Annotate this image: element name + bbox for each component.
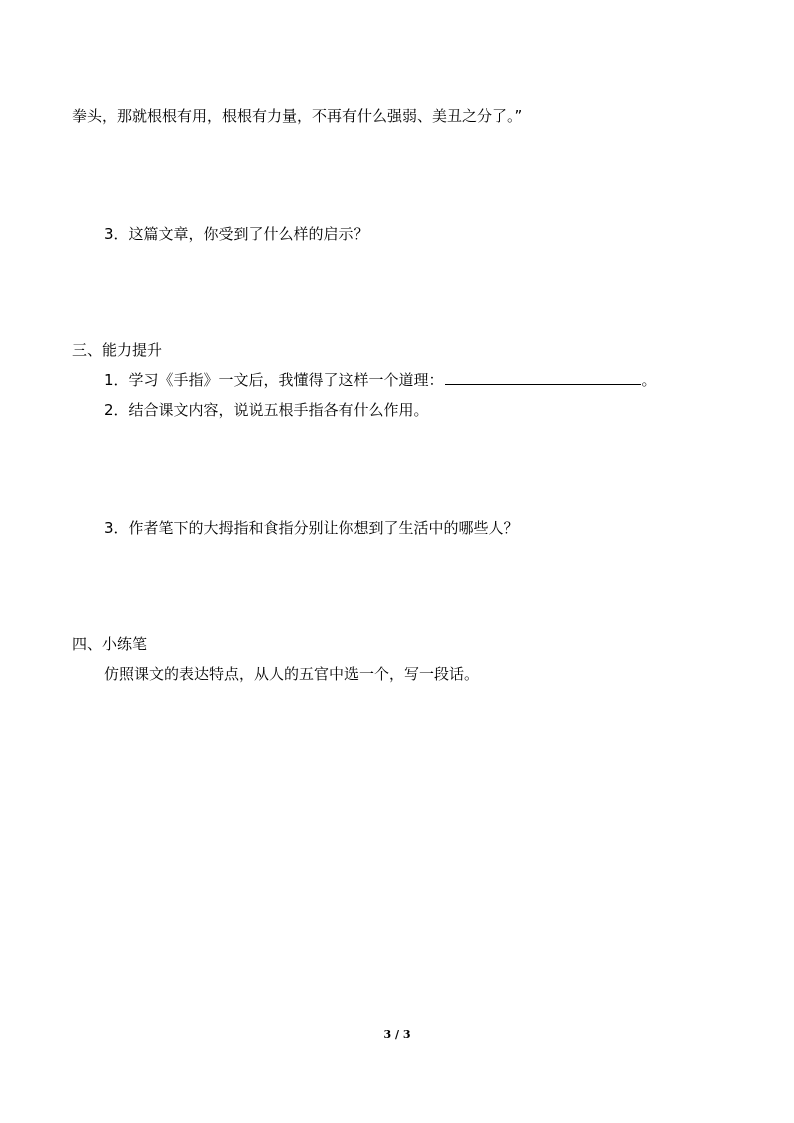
continuation-paragraph: 拳头，那就根根有用，根根有力量，不再有什么强弱、美丑之分了。” (72, 107, 523, 125)
question-3-1-text: 1．学习《手指》一文后，我懂得了这样一个道理： (104, 371, 444, 389)
section-4-heading: 四、小练笔 (72, 635, 148, 653)
question-3-3: 3．作者笔下的大拇指和食指分别让你想到了生活中的哪些人？ (104, 519, 519, 537)
section-3-heading: 三、能力提升 (72, 341, 163, 359)
question-2-3: 3．这篇文章，你受到了什么样的启示？ (104, 225, 369, 243)
question-3-1-end: 。 (641, 371, 657, 389)
answer-blank[interactable] (445, 370, 641, 385)
question-3-1 (104, 370, 657, 390)
writing-prompt: 仿照课文的表达特点，从人的五官中选一个，写一段话。 (104, 665, 480, 683)
question-3-2: 2．结合课文内容，说说五根手指各有什么作用。 (104, 401, 429, 419)
page-number: 3 / 3 (383, 1028, 411, 1041)
